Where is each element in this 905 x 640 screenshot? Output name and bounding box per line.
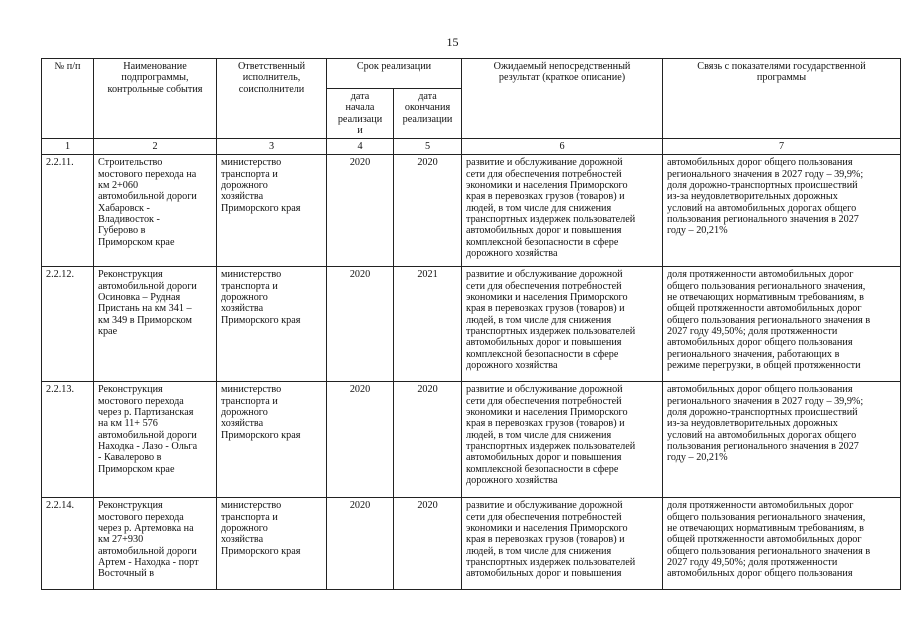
table-row [42, 498, 901, 590]
row-name: Реконструкция мостового перехода через р. Артемовка на км 27+930 автомобильной дороги Артем - Находка - порт Восточный в [94, 498, 217, 590]
column-number: 6 [462, 139, 663, 155]
header-period: Срок реализации [327, 59, 462, 89]
row-result: развитие и обслуживание дорожной сети для обеспечения потребностей экономики и населения Приморского края в перевозках грузов (товаров) и людей, в том числе для снижения транспортных издержек пользователей автомобильных дорог и повышения комплексной безопасности в сфере дорожного хозяйства [462, 267, 663, 382]
row-number: 2.2.11. [42, 155, 94, 267]
column-number: 4 [327, 139, 394, 155]
row-name: Реконструкция автомобильной дороги Осиновка – Рудная Пристань на км 341 – км 349 в Приморском крае [94, 267, 217, 382]
row-link: доля протяженности автомобильных дорог общего пользования регионального значения, не отвечающих нормативным требованиям, в общей протяженности автомобильных дорог общего пользования регионального значения в 2027 году 49,50%; доля протяженности автомобильных дорог общего пользования регионального значения, работающих в режиме перегрузки, в общей протяженности [663, 267, 901, 382]
row-name: Строительство мостового перехода на км 2+060 автомобильной дороги Хабаровск - Владивосток - Губерово в Приморском крае [94, 155, 217, 267]
table-row [42, 267, 901, 382]
header-executor: Ответственный исполнитель, соисполнители [217, 59, 327, 139]
page-number: 15 [446, 35, 459, 49]
row-executor: министерство транспорта и дорожного хозяйства Приморского края [217, 498, 327, 590]
row-end-year: 2020 [394, 498, 462, 590]
program-table [41, 58, 901, 590]
table-row [42, 155, 901, 267]
row-link: автомобильных дорог общего пользования регионального значения в 2027 году – 39,9%; доля дорожно-транспортных происшествий из-за неудовлетворительных дорожных условий на автомобильных дорогах общего пользования регионального значения в 2027 году – 20,21% [663, 382, 901, 498]
header-result: Ожидаемый непосредственный результат (краткое описание) [462, 59, 663, 139]
row-end-year: 2020 [394, 155, 462, 267]
header-num: № п/п [42, 59, 94, 139]
row-end-year: 2020 [394, 382, 462, 498]
row-link: доля протяженности автомобильных дорог общего пользования регионального значения, не отвечающих нормативным требованиям, в общей протяженности автомобильных дорог общего пользования регионального значения в 2027 году 49,50%; доля протяженности автомобильных дорог общего пользования [663, 498, 901, 590]
row-result: развитие и обслуживание дорожной сети для обеспечения потребностей экономики и населения Приморского края в перевозках грузов (товаров) и людей, в том числе для снижения транспортных издержек пользователей автомобильных дорог и повышения комплексной безопасности в сфере дорожного хозяйства [462, 155, 663, 267]
row-link: автомобильных дорог общего пользования регионального значения в 2027 году – 39,9%; доля дорожно-транспортных происшествий из-за неудовлетворительных дорожных условий на автомобильных дорогах общего пользования регионального значения в 2027 году – 20,21% [663, 155, 901, 267]
row-number: 2.2.13. [42, 382, 94, 498]
table-header-row [42, 59, 901, 89]
header-start-date: дата начала реализаци и [327, 89, 394, 139]
column-number: 7 [663, 139, 901, 155]
header-end-date: дата окончания реализации [394, 89, 462, 139]
row-name: Реконструкция мостового перехода через р. Партизанская на км 11+ 576 автомобильной дороги Находка - Лазо - Ольга - Кавалерово в Приморском крае [94, 382, 217, 498]
column-number-row [42, 139, 901, 155]
header-link: Связь с показателями государственной программы [663, 59, 901, 139]
table-row [42, 382, 901, 498]
column-number: 2 [94, 139, 217, 155]
row-executor: министерство транспорта и дорожного хозяйства Приморского края [217, 155, 327, 267]
row-number: 2.2.12. [42, 267, 94, 382]
row-result: развитие и обслуживание дорожной сети для обеспечения потребностей экономики и населения Приморского края в перевозках грузов (товаров) и людей, в том числе для снижения транспортных издержек пользователей автомобильных дорог и повышения [462, 498, 663, 590]
row-result: развитие и обслуживание дорожной сети для обеспечения потребностей экономики и населения Приморского края в перевозках грузов (товаров) и людей, в том числе для снижения транспортных издержек пользователей автомобильных дорог и повышения комплексной безопасности в сфере дорожного хозяйства [462, 382, 663, 498]
row-start-year: 2020 [327, 267, 394, 382]
row-executor: министерство транспорта и дорожного хозяйства Приморского края [217, 267, 327, 382]
column-number: 1 [42, 139, 94, 155]
column-number: 3 [217, 139, 327, 155]
row-start-year: 2020 [327, 382, 394, 498]
header-name: Наименование подпрограммы, контрольные события [94, 59, 217, 139]
column-number: 5 [394, 139, 462, 155]
row-start-year: 2020 [327, 155, 394, 267]
row-end-year: 2021 [394, 267, 462, 382]
row-start-year: 2020 [327, 498, 394, 590]
row-number: 2.2.14. [42, 498, 94, 590]
row-executor: министерство транспорта и дорожного хозяйства Приморского края [217, 382, 327, 498]
